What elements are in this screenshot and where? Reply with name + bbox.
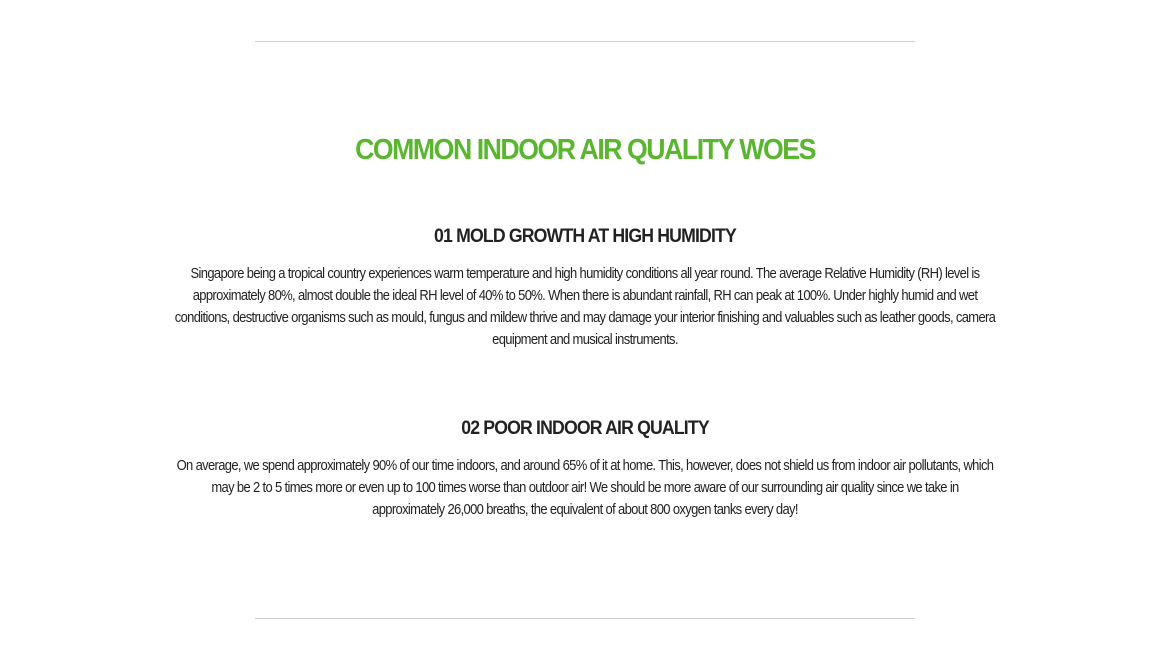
top-divider: [255, 41, 915, 42]
section-heading: 01 MOLD GROWTH AT HIGH HUMIDITY: [434, 226, 736, 247]
page-title: COMMON INDOOR AIR QUALITY WOES: [355, 134, 815, 166]
section-mold-growth: [175, 226, 995, 351]
section-heading: 02 POOR INDOOR AIR QUALITY: [461, 418, 709, 439]
section-poor-air-quality: [175, 418, 995, 521]
section-body: Singapore being a tropical country experiences warm temperature and high humidity conditions all year round. The average Relative Humidity (RH) level is approximately 80%, almost double the ideal RH level of 40% to 50%. When there is abundant rainfall, RH can peak at 100%. Under highly humid and wet conditions, destructive organisms such as mould, fungus and mildew thrive and may damage your interior finishing and valuables such as leather goods, camera equipment and musical instruments.: [174, 265, 996, 348]
bottom-divider: [255, 618, 915, 619]
section-body: On average, we spend approximately 90% of our time indoors, and around 65% of it at home. This, however, does not shield us from indoor air pollutants, which may be 2 to 5 times more or even up to 100 times worse than outdoor air! We should be more aware of our surrounding air quality since we take in approximately 26,000 breaths, the equivalent of about 800 oxygen tanks every day!: [176, 457, 994, 518]
